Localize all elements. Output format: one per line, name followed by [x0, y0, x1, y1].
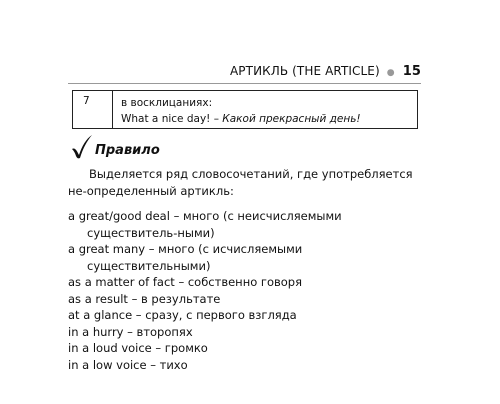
usage-table [72, 90, 418, 129]
running-header [68, 64, 421, 79]
header-divider [68, 83, 421, 84]
list-item: as a matter of fact – собственно говоря [68, 275, 303, 289]
list-item: at a glance – сразу, с первого взгляда [68, 308, 297, 322]
rule-title: Правило [95, 143, 160, 158]
list-item: in a hurry – второпях [68, 324, 193, 339]
table-row-content [113, 91, 361, 128]
separator-bullet: ● [386, 68, 395, 78]
list-item: a great many – много (с исчисляемыми существительными) [68, 242, 303, 273]
chapter-title: АРТИКЛЬ (THE ARTICLE) [230, 64, 380, 78]
rule-text: Выделяется ряд словосочетаний, где употребляется не-определенный артикль: [68, 167, 413, 198]
example [121, 111, 361, 127]
usage-label: в восклицаниях: [121, 97, 213, 109]
list-item: as a result – в результате [68, 291, 221, 306]
checkmark-icon [70, 134, 94, 160]
rule-heading [70, 134, 160, 160]
table-row-number: 7 [73, 91, 113, 128]
example-english: What a nice day! – [121, 113, 219, 125]
example-russian: Какой прекрасный день! [222, 113, 361, 125]
phrase-list [68, 208, 428, 373]
list-item: a great/good deal – много (с неисчисляемыми существитель-ными) [68, 209, 342, 240]
page-number: 15 [402, 64, 421, 79]
list-item: in a loud voice – громко [68, 341, 208, 355]
list-item: in a low voice – тихо [68, 357, 188, 372]
